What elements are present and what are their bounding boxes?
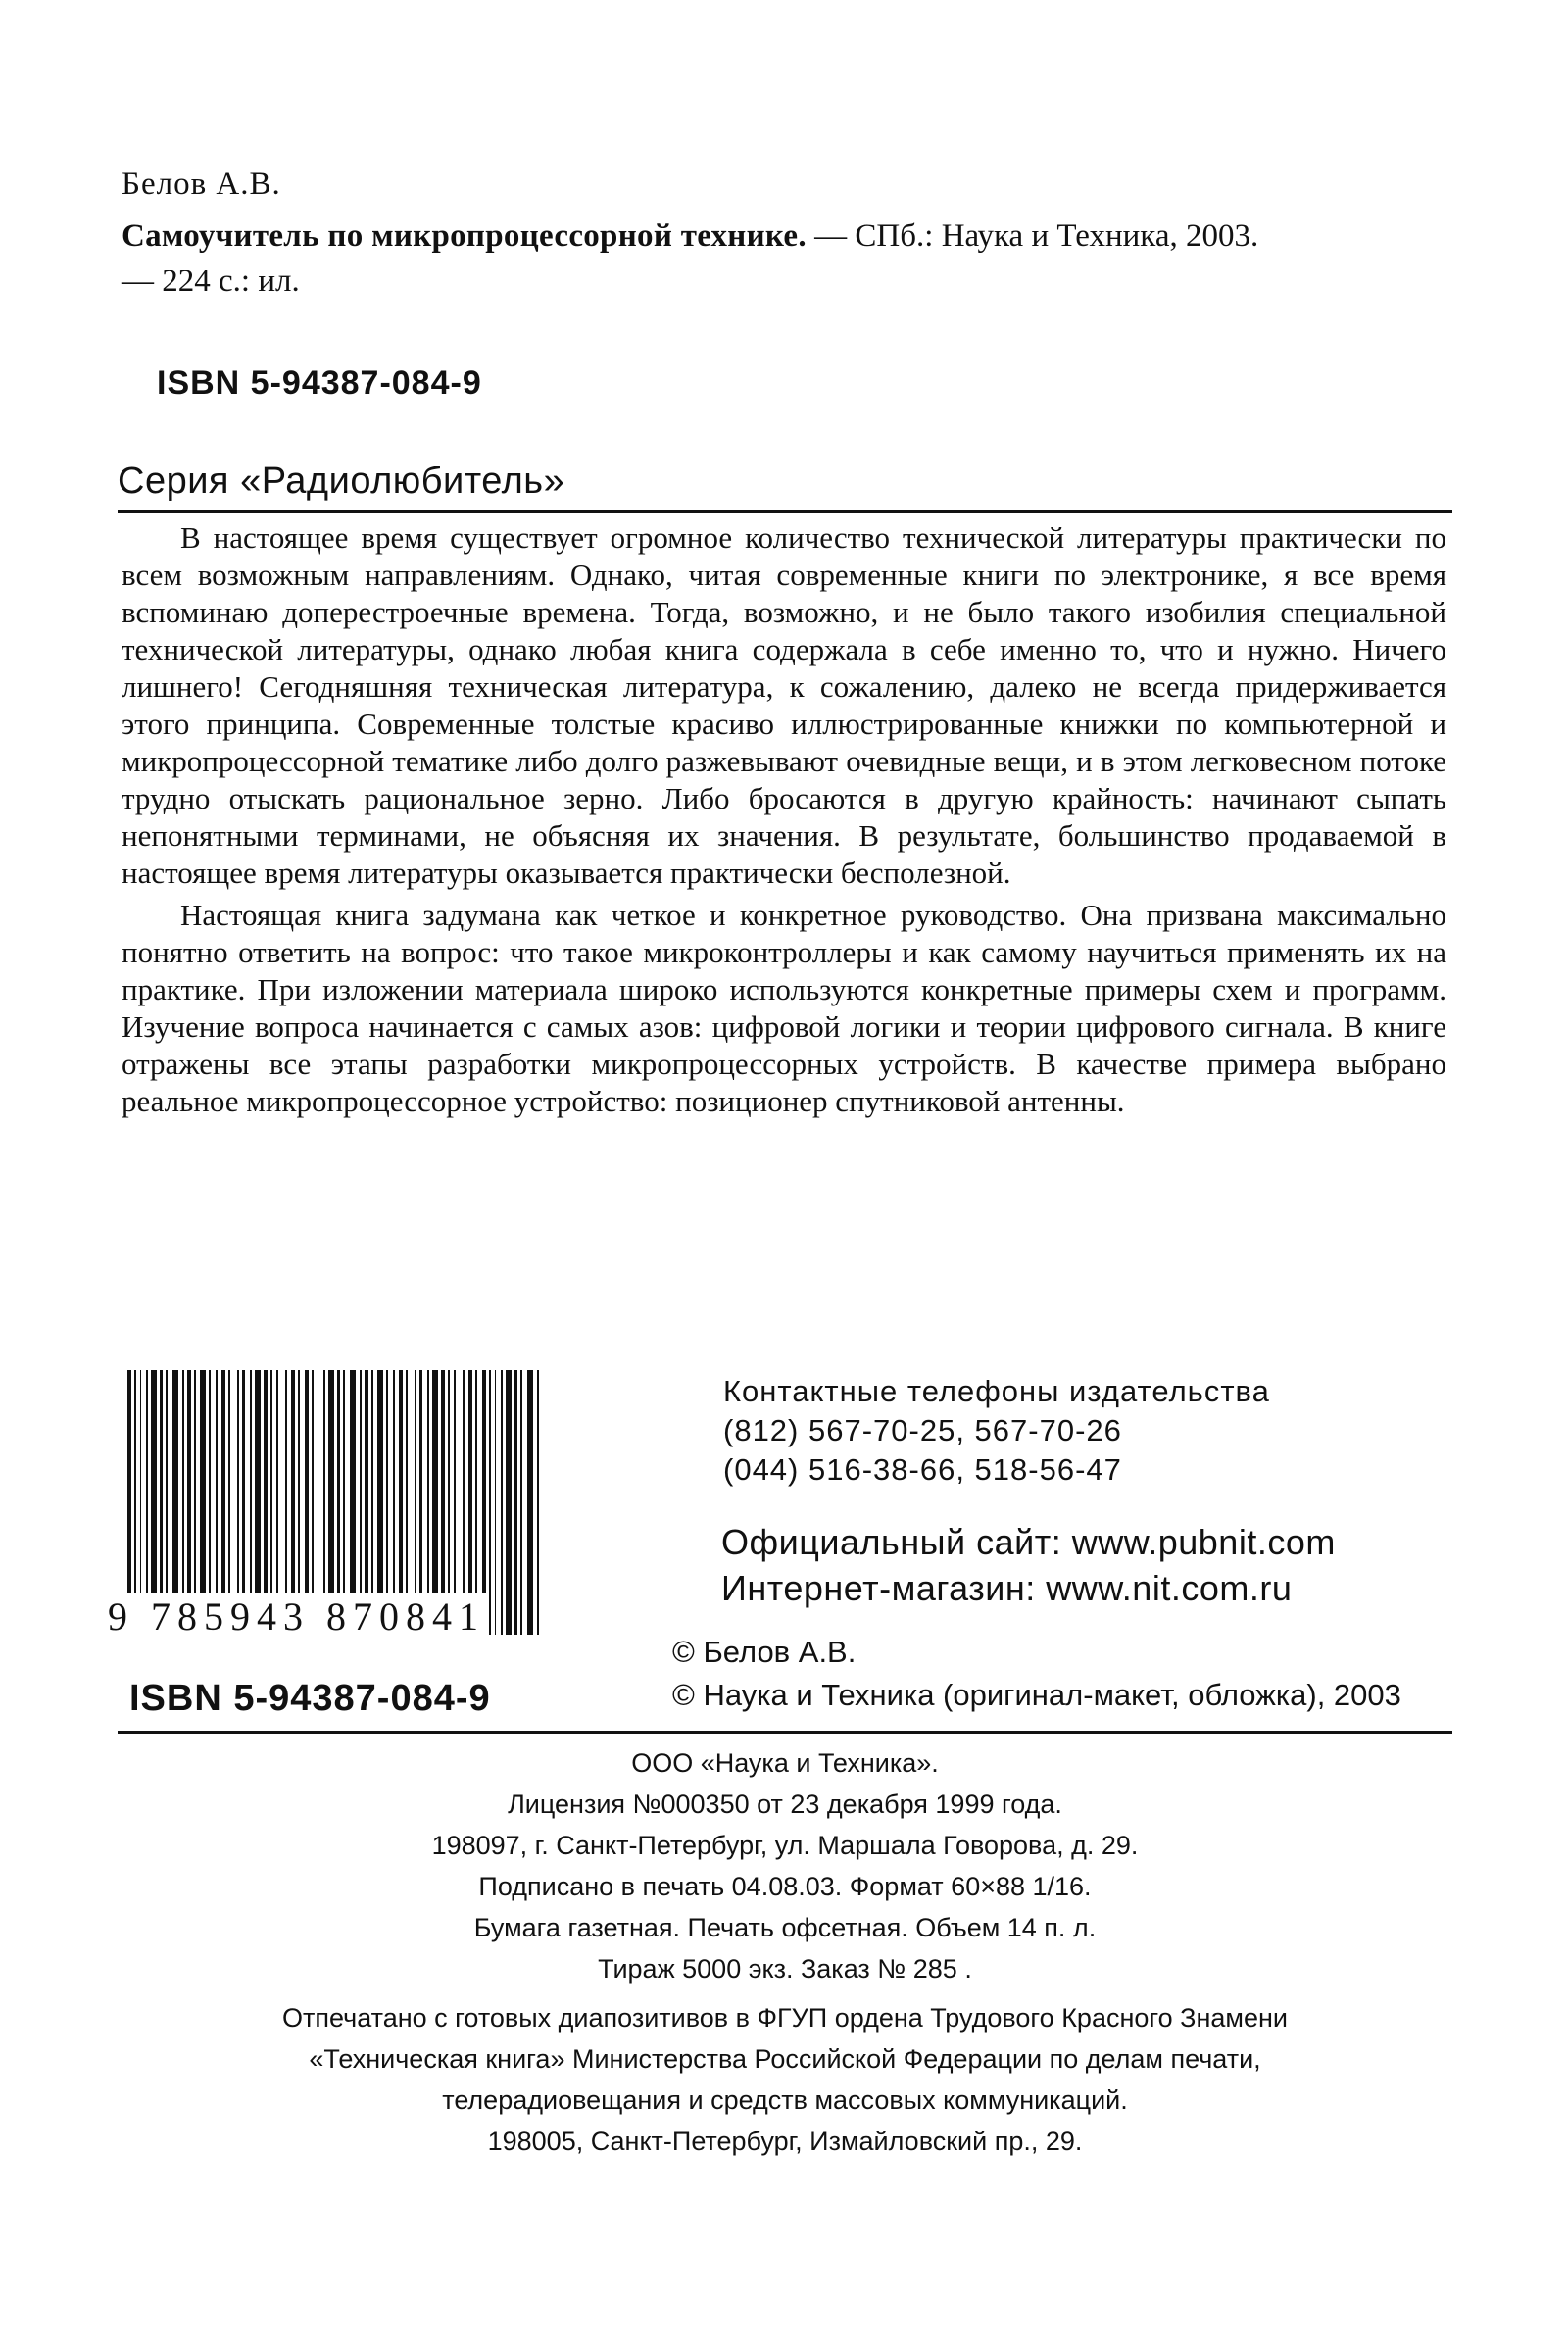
- bibliographic-record: [122, 214, 1435, 304]
- barcode-bar: [501, 1370, 503, 1635]
- imprint-print-run: Тираж 5000 экз. Заказ № 285 .: [598, 1954, 972, 1984]
- imprint-printer: Отпечатано с готовых диапозитивов в ФГУП ордена Трудового Красного Знамени: [282, 2003, 1288, 2033]
- series-divider: [118, 510, 1452, 513]
- copyright-author: © Белов А.В.: [672, 1635, 857, 1669]
- imprint-publisher: ООО «Наука и Техника».: [631, 1748, 939, 1778]
- annotation: [122, 519, 1446, 1125]
- page-count: — 224 с.: ил.: [122, 264, 300, 299]
- barcode-digits: 9 785943 870841: [108, 1594, 485, 1639]
- annotation-paragraph: В настоящее время существует огромное количество технической литературы практически по всем возможным направлениям. Однако, читая современные книги по электронике, я все время вспоминаю доперестроечные времена. Тогда, возможно, и не было такого изобилия специальной технической литературы, однако любая книга содержала в себе именно то, что и нужно. Ничего лишнего! Сегодняшняя техническая литература, к сожалению, далеко не всегда придерживается этого принципа. Современные толстые красиво иллюстрированные книжки по компьютерной и микропроцессорной тематике либо долго разжевывают очевидные вещи, и в этом легковесном потоке трудно отыскать рациональное зерно. Либо бросаются в другую крайность: начинают сыпать непонятными терминами, не объясняя их значения. В результате, большинство продаваемой в настоящее время литературы оказывается практически бесполезной.: [122, 520, 1446, 890]
- imprint-divider: [118, 1731, 1452, 1734]
- barcode-bar: [520, 1370, 522, 1635]
- imprint-address: 198097, г. Санкт-Петербург, ул. Маршала Говорова, д. 29.: [431, 1831, 1139, 1860]
- isbn-heading: ISBN 5-94387-084-9: [157, 365, 482, 402]
- imprint-printer: «Техническая книга» Министерства Российской Федерации по делам печати,: [309, 2044, 1261, 2074]
- contacts-title: Контактные телефоны издательства: [723, 1374, 1270, 1408]
- copyright-publisher: © Наука и Техника (оригинал-макет, обложка), 2003: [672, 1678, 1401, 1712]
- imprint-paper: Бумага газетная. Печать офсетная. Объем 14 п. л.: [473, 1913, 1097, 1942]
- annotation-paragraph: Настоящая книга задумана как четкое и конкретное руководство. Она призвана максимально понятно ответить на вопрос: что такое микроконтроллеры и как самому научиться применять их на практике. При изложении материала широко используются конкретные примеры схем и программ. Изучение вопроса начинается с самых азов: цифровой логики и теории цифрового сигнала. В книге отражены все этапы разработки микропроцессорных устройств. В качестве примера выбрано реальное микропроцессорное устройство: позиционер спутниковой антенны.: [122, 898, 1446, 1118]
- barcode-bar: [495, 1370, 496, 1635]
- book-title: Самоучитель по микропроцессорной технике.: [122, 219, 807, 254]
- series-title: Серия «Радиолюбитель»: [118, 461, 565, 502]
- barcode-bar: [489, 1370, 491, 1635]
- barcode-bar: [506, 1370, 512, 1635]
- phone-numbers-kiev: (044) 516-38-66, 518-56-47: [723, 1452, 1122, 1487]
- barcode-bar: [514, 1370, 517, 1635]
- phone-numbers-spb: (812) 567-70-25, 567-70-26: [723, 1413, 1122, 1447]
- online-shop: Интернет-магазин: www.nit.com.ru: [721, 1568, 1293, 1608]
- imprint-printer-address: 198005, Санкт-Петербург, Измайловский пр., 29.: [487, 2127, 1083, 2156]
- barcode-bar: [527, 1370, 533, 1635]
- official-site: Официальный сайт: www.pubnit.com: [721, 1522, 1336, 1562]
- imprint-printer: телерадиовещания и средств массовых коммуникаций.: [442, 2085, 1128, 2115]
- imprint-license: Лицензия №000350 от 23 декабря 1999 года.: [508, 1789, 1062, 1819]
- barcode-isbn: ISBN 5-94387-084-9: [129, 1678, 491, 1719]
- barcode-bar: [537, 1370, 539, 1635]
- publication-info: — СПб.: Наука и Техника, 2003.: [806, 219, 1259, 254]
- imprint-signed: Подписано в печать 04.08.03. Формат 60×88 1/16.: [478, 1872, 1092, 1901]
- author-name: Белов А.В.: [122, 167, 281, 202]
